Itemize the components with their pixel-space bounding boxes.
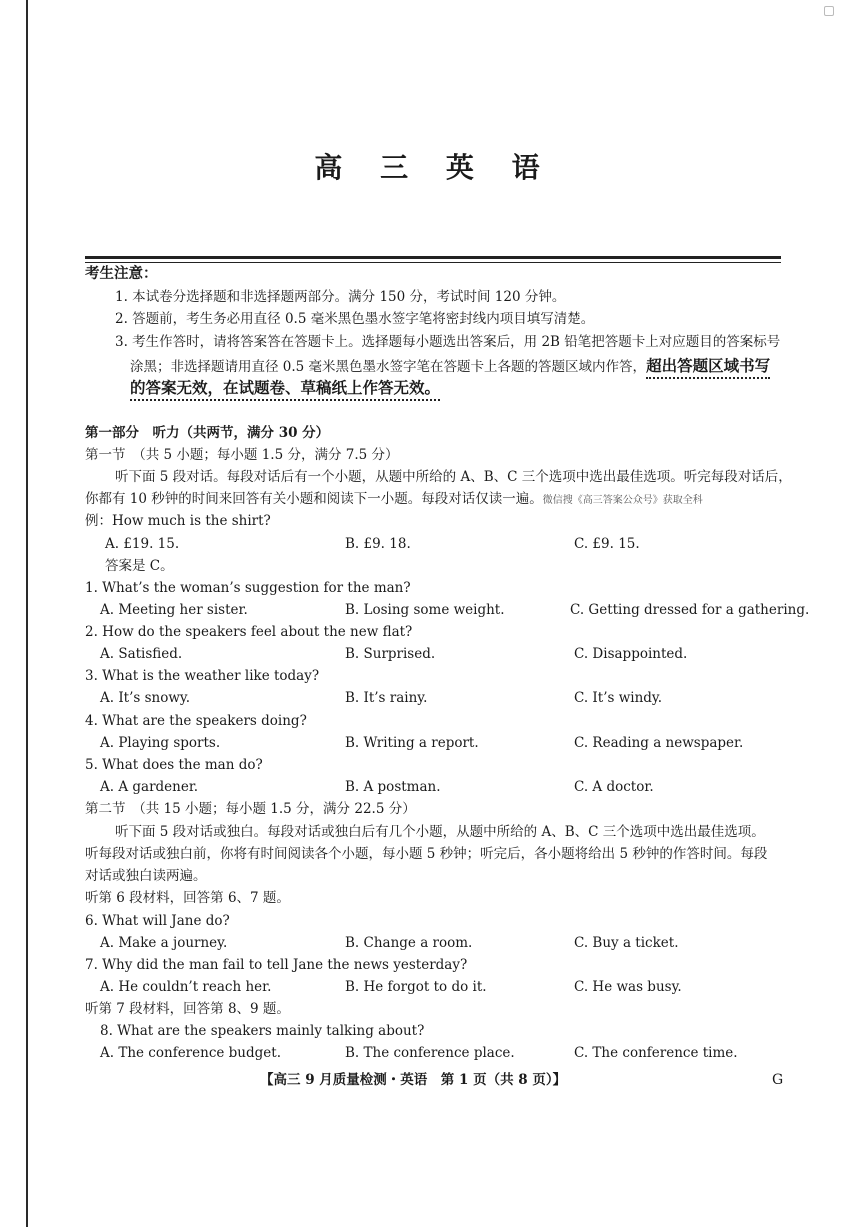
section2-instruction-2: 听每段对话或独白前，你将有时间阅读各个小题，每小题 5 秒钟；听完后，各小题将给出 5 秒钟的作答时间。每段 — [85, 846, 768, 862]
divider-thick — [85, 256, 781, 259]
notice-item-2: 2. 答题前，考生务必用直径 0.5 毫米黑色墨水签字笔将密封线内项目填写清楚。 — [115, 311, 595, 327]
notice-item-3-text: 涂黑；非选择题请用直径 0.5 毫米黑色墨水签字笔在答题卡上各题的答题区域内作答， — [130, 359, 647, 375]
watermark-text: 微信搜《高三答案公众号》获取全科 — [542, 495, 703, 506]
question-8-option-a: A. The conference budget. — [100, 1045, 281, 1061]
question-4: 4. What are the speakers doing? — [85, 713, 307, 729]
question-2-option-b: B. Surprised. — [345, 646, 436, 662]
question-6-option-b: B. Change a room. — [345, 935, 473, 951]
section2-instruction-3: 对话或独白读两遍。 — [85, 868, 207, 884]
question-1-option-c: C. Getting dressed for a gathering. — [570, 602, 810, 618]
example-answer: 答案是 C。 — [105, 558, 174, 574]
question-8: 8. What are the speakers mainly talking about? — [100, 1023, 425, 1039]
section2-instruction-1: 听下面 5 段对话或独白。每段对话或独白后有几个小题，从题中所给的 A、B、C 三个选项中选出最佳选项。 — [115, 824, 765, 840]
question-5-option-b: B. A postman. — [345, 779, 441, 795]
notice-heading: 考生注意： — [85, 265, 158, 282]
version-mark: G — [772, 1072, 784, 1088]
notice-item-3-line-1: 3. 考生作答时，请将答案答在答题卡上。选择题每小题选出答案后，用 2B 铅笔把答题卡上对应题目的答案标号 — [115, 334, 781, 350]
corner-mark — [824, 6, 834, 16]
question-3-option-b: B. It’s rainy. — [345, 690, 428, 706]
example-question: 例：How much is the shirt? — [85, 513, 271, 529]
question-2-option-a: A. Satisfied. — [100, 646, 183, 662]
question-1: 1. What’s the woman’s suggestion for the man? — [85, 580, 411, 596]
question-6-option-a: A. Make a journey. — [100, 935, 228, 951]
notice-item-3-emphasis-2: 的答案无效，在试题卷、草稿纸上作答无效。 — [130, 378, 440, 401]
divider-thin — [85, 262, 781, 263]
part1-heading: 第一部分 听力（共两节，满分 30 分） — [85, 425, 330, 441]
question-8-option-b: B. The conference place. — [345, 1045, 515, 1061]
page-title: 高 三 英 语 — [314, 151, 554, 184]
question-6-option-c: C. Buy a ticket. — [574, 935, 679, 951]
section1-instruction-2 — [85, 491, 703, 507]
question-5-option-c: C. A doctor. — [574, 779, 654, 795]
question-8-option-c: C. The conference time. — [574, 1045, 738, 1061]
question-7-option-b: B. He forgot to do it. — [345, 979, 487, 995]
section1-heading: 第一节 （共 5 小题；每小题 1.5 分，满分 7.5 分） — [85, 447, 399, 463]
question-7: 7. Why did the man fail to tell Jane the news yesterday? — [85, 957, 468, 973]
page-footer: 【高三 9 月质量检测・英语 第 1 页（共 8 页）】 — [260, 1072, 567, 1088]
question-1-option-b: B. Losing some weight. — [345, 602, 505, 618]
example-option-a: A. £19. 15. — [105, 536, 180, 552]
question-3-option-c: C. It’s windy. — [574, 690, 663, 706]
question-3: 3. What is the weather like today? — [85, 668, 320, 684]
example-option-b: B. £9. 18. — [345, 536, 411, 552]
question-4-option-a: A. Playing sports. — [100, 735, 221, 751]
question-7-option-a: A. He couldn’t reach her. — [100, 979, 272, 995]
material-6-heading: 听第 6 段材料，回答第 6、7 题。 — [85, 890, 290, 906]
material-7-heading: 听第 7 段材料，回答第 8、9 题。 — [85, 1001, 290, 1017]
section1-instruction-2-text: 你都有 10 秒钟的时间来回答有关小题和阅读下一小题。每段对话仅读一遍。 — [85, 491, 543, 507]
question-1-option-a: A. Meeting her sister. — [100, 602, 248, 618]
section2-heading: 第二节 （共 15 小题；每小题 1.5 分，满分 22.5 分） — [85, 801, 416, 817]
section1-instruction-1: 听下面 5 段对话。每段对话后有一个小题，从题中所给的 A、B、C 三个选项中选出最佳选项。听完每段对话后， — [115, 469, 792, 485]
notice-item-1: 1. 本试卷分选择题和非选择题两部分。满分 150 分，考试时间 120 分钟。 — [115, 289, 566, 305]
notice-item-3-line-3 — [130, 379, 440, 398]
question-5-option-a: A. A gardener. — [100, 779, 199, 795]
question-4-option-c: C. Reading a newspaper. — [574, 735, 744, 751]
question-2: 2. How do the speakers feel about the new flat? — [85, 624, 413, 640]
question-2-option-c: C. Disappointed. — [574, 646, 688, 662]
example-option-c: C. £9. 15. — [574, 536, 640, 552]
question-3-option-a: A. It’s snowy. — [100, 690, 191, 706]
question-7-option-c: C. He was busy. — [574, 979, 682, 995]
question-5: 5. What does the man do? — [85, 757, 263, 773]
notice-item-3-line-2 — [130, 357, 770, 376]
question-6: 6. What will Jane do? — [85, 913, 230, 929]
notice-item-3-emphasis: 超出答题区域书写 — [646, 356, 770, 379]
question-4-option-b: B. Writing a report. — [345, 735, 479, 751]
